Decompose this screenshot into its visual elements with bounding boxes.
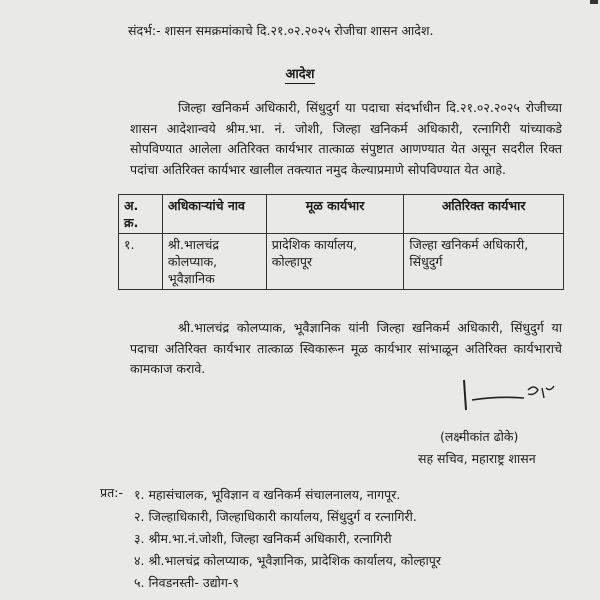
list-item: २. जिल्हाधिकारी, जिल्हाधिकारी कार्यालय, सिंधुदुर्ग व रत्नागिरी. — [134, 509, 417, 524]
signatory-title: सह सचिव, महाराष्ट्र शासन — [418, 451, 536, 466]
header-serial: अ. क्र. — [119, 195, 163, 234]
reference-line: संदर्भ:- शासन समक्रमांकाचे दि.२१.०२.२०२५ रोजीचा शासन आदेश. — [128, 23, 434, 38]
list-item: ४. श्री.भालचंद्र कोलप्याक, भूवैज्ञानिक, प्रादेशिक कार्यालय, कोल्हापूर — [134, 553, 441, 568]
header-officer-name: अधिकाऱ्यांचे नाव — [162, 195, 266, 234]
page-corner-mark — [588, 0, 600, 12]
copy-to-label: प्रत:- — [100, 485, 123, 500]
charge-table — [118, 194, 564, 290]
order-heading-text: आदेश — [285, 67, 315, 82]
list-item: ५. निवडनस्ती- उद्योग-९ — [134, 575, 239, 590]
order-paragraph-1: जिल्हा खनिकर्म अधिकारी, सिंधुदुर्ग या पदाचा संदर्भाधीन दि.२१.०२.२०२५ रोजीच्या शासन आदेशान्वये श्रीम.भा. नं. जोशी, जिल्हा खनिकर्म अधिकारी, रत्नागिरी यांच्याकडे सोपविण्यात आलेला अतिरिक्त कार्यभार तात्काळ संपुष्टात आणण्यात येत असून सदरील रिक्त पदांचा अतिरिक्त कार्यभार खालील तक्त्यात नमुद केल्याप्रमाणे सोपविण्यात येत आहे. — [130, 100, 562, 177]
list-item: ३. श्रीम.भा.नं.जोशी, जिल्हा खनिकर्म अधिकारी, रत्नागिरी — [134, 531, 392, 546]
list-item: १. महासंचालक, भूविज्ञान व खनिकर्म संचालनालय, नागपूर. — [134, 487, 401, 502]
copy-to-list — [134, 484, 441, 594]
signatory-name: (लक्ष्मीकांत ढोके) — [440, 429, 519, 444]
order-heading — [0, 64, 600, 82]
table-header-row — [119, 195, 564, 234]
order-paragraph-2: श्री.भालचंद्र कोलप्याक, भूवैज्ञानिक यांनी जिल्हा खनिकर्म अधिकारी, सिंधुदुर्ग या पदाचा अतिरिक्त कार्यभार तात्काळ स्विकारून मूळ कार्यभार सांभाळून अतिरिक्त कार्यभाराचे कामकाज करावे. — [130, 320, 562, 376]
cell-officer-name: श्री.भालचंद्र कोलप्याक, भूवैज्ञानिक — [162, 234, 266, 290]
cell-original-charge: प्रादेशिक कार्यालय, कोल्हापूर — [266, 234, 404, 290]
cell-serial: १. — [119, 234, 163, 290]
header-additional-charge: अतिरिक्त कार्यभार — [404, 195, 564, 234]
table-row — [119, 234, 564, 290]
header-original-charge: मूळ कार्यभार — [266, 195, 404, 234]
handwritten-signature — [458, 376, 558, 412]
cell-additional-charge: जिल्हा खनिकर्म अधिकारी, सिंधुदुर्ग — [404, 234, 564, 290]
